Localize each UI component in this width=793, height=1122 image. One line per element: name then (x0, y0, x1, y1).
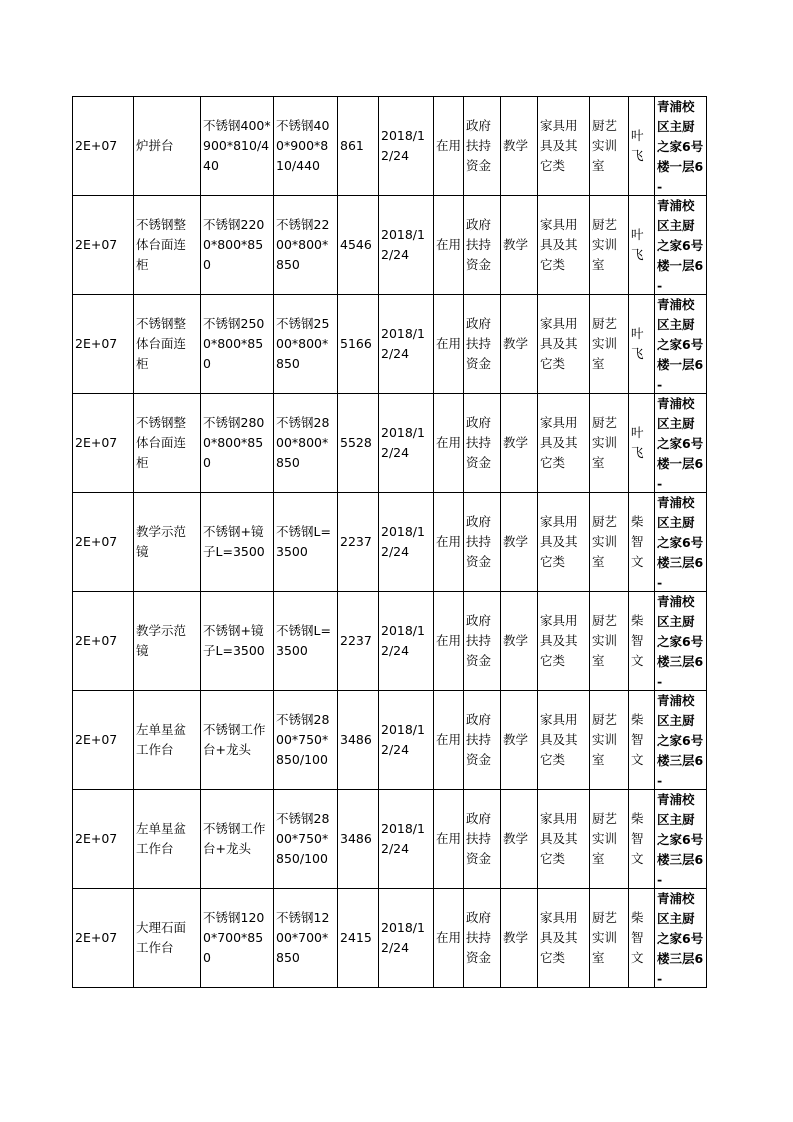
funding-source-cell: 政府扶持资金 (464, 394, 501, 493)
acquired-date-cell: 2018/12/24 (379, 691, 434, 790)
location-text: 青浦校区主厨之家6号楼一层6- (657, 297, 704, 392)
department-cell: 厨艺实训室 (590, 97, 629, 196)
status-cell: 在用 (434, 691, 464, 790)
funding-source-cell: 政府扶持资金 (464, 592, 501, 691)
asset-name-cell: 不锈钢整体台面连柜 (134, 295, 201, 394)
asset-amount-cell: 2415 (338, 889, 379, 988)
asset-spec-cell: 不锈钢2800*800*850 (201, 394, 274, 493)
location-cell (655, 592, 707, 691)
location-text: 青浦校区主厨之家6号楼一层6- (657, 198, 704, 293)
asset-spec-cell: 不锈钢2200*800*850 (201, 196, 274, 295)
custodian-cell: 叶飞 (629, 97, 655, 196)
location-cell (655, 295, 707, 394)
status-cell: 在用 (434, 889, 464, 988)
asset-name-cell: 教学示范镜 (134, 592, 201, 691)
funding-source-cell: 政府扶持资金 (464, 295, 501, 394)
location-cell (655, 394, 707, 493)
usage-cell: 教学 (501, 394, 538, 493)
category-cell: 家具用具及其它类 (538, 889, 590, 988)
asset-code-cell: 2E+07 (73, 97, 134, 196)
asset-name-cell: 左单星盆工作台 (134, 790, 201, 889)
location-text: 青浦校区主厨之家6号楼三层6- (657, 792, 704, 887)
asset-model-cell: 不锈钢L=3500 (274, 493, 338, 592)
asset-spec-cell: 不锈钢工作台+龙头 (201, 790, 274, 889)
acquired-date-cell: 2018/12/24 (379, 592, 434, 691)
usage-cell: 教学 (501, 889, 538, 988)
table-row (73, 295, 707, 394)
asset-name-cell: 教学示范镜 (134, 493, 201, 592)
custodian-cell: 柴智文 (629, 592, 655, 691)
category-cell: 家具用具及其它类 (538, 493, 590, 592)
table-row (73, 889, 707, 988)
custodian-cell: 柴智文 (629, 889, 655, 988)
acquired-date-cell: 2018/12/24 (379, 295, 434, 394)
usage-cell: 教学 (501, 97, 538, 196)
location-text: 青浦校区主厨之家6号楼三层6- (657, 594, 704, 689)
table-row (73, 790, 707, 889)
asset-code-cell: 2E+07 (73, 790, 134, 889)
custodian-cell: 叶飞 (629, 394, 655, 493)
asset-table (72, 96, 707, 988)
category-cell: 家具用具及其它类 (538, 295, 590, 394)
location-cell (655, 196, 707, 295)
department-cell: 厨艺实训室 (590, 394, 629, 493)
usage-cell: 教学 (501, 790, 538, 889)
table-row (73, 592, 707, 691)
usage-cell: 教学 (501, 295, 538, 394)
table-row (73, 691, 707, 790)
category-cell: 家具用具及其它类 (538, 691, 590, 790)
funding-source-cell: 政府扶持资金 (464, 691, 501, 790)
acquired-date-cell: 2018/12/24 (379, 97, 434, 196)
status-cell: 在用 (434, 295, 464, 394)
usage-cell: 教学 (501, 196, 538, 295)
asset-amount-cell: 5166 (338, 295, 379, 394)
department-cell: 厨艺实训室 (590, 889, 629, 988)
department-cell: 厨艺实训室 (590, 592, 629, 691)
status-cell: 在用 (434, 790, 464, 889)
funding-source-cell: 政府扶持资金 (464, 493, 501, 592)
asset-amount-cell: 2237 (338, 592, 379, 691)
department-cell: 厨艺实训室 (590, 790, 629, 889)
status-cell: 在用 (434, 493, 464, 592)
asset-amount-cell: 2237 (338, 493, 379, 592)
department-cell: 厨艺实训室 (590, 295, 629, 394)
table-row (73, 493, 707, 592)
usage-cell: 教学 (501, 691, 538, 790)
funding-source-cell: 政府扶持资金 (464, 889, 501, 988)
location-cell (655, 97, 707, 196)
asset-name-cell: 炉拼台 (134, 97, 201, 196)
asset-name-cell: 左单星盆工作台 (134, 691, 201, 790)
category-cell: 家具用具及其它类 (538, 97, 590, 196)
acquired-date-cell: 2018/12/24 (379, 889, 434, 988)
table-row (73, 97, 707, 196)
asset-spec-cell: 不锈钢400*900*810/440 (201, 97, 274, 196)
location-text: 青浦校区主厨之家6号楼三层6- (657, 891, 704, 986)
asset-spec-cell: 不锈钢1200*700*850 (201, 889, 274, 988)
acquired-date-cell: 2018/12/24 (379, 394, 434, 493)
department-cell: 厨艺实训室 (590, 691, 629, 790)
custodian-cell: 柴智文 (629, 691, 655, 790)
asset-model-cell: 不锈钢2200*800*850 (274, 196, 338, 295)
asset-table-body (73, 97, 707, 988)
asset-code-cell: 2E+07 (73, 196, 134, 295)
acquired-date-cell: 2018/12/24 (379, 790, 434, 889)
asset-code-cell: 2E+07 (73, 295, 134, 394)
custodian-cell: 柴智文 (629, 790, 655, 889)
status-cell: 在用 (434, 196, 464, 295)
asset-spec-cell: 不锈钢+镜子L=3500 (201, 493, 274, 592)
asset-name-cell: 不锈钢整体台面连柜 (134, 394, 201, 493)
asset-model-cell: 不锈钢1200*700*850 (274, 889, 338, 988)
location-text: 青浦校区主厨之家6号楼一层6- (657, 396, 704, 491)
usage-cell: 教学 (501, 592, 538, 691)
asset-model-cell: 不锈钢2800*750*850/100 (274, 691, 338, 790)
location-cell (655, 493, 707, 592)
category-cell: 家具用具及其它类 (538, 394, 590, 493)
asset-amount-cell: 3486 (338, 790, 379, 889)
location-text: 青浦校区主厨之家6号楼三层6- (657, 693, 704, 788)
category-cell: 家具用具及其它类 (538, 196, 590, 295)
asset-spec-cell: 不锈钢工作台+龙头 (201, 691, 274, 790)
asset-model-cell: 不锈钢400*900*810/440 (274, 97, 338, 196)
location-cell (655, 691, 707, 790)
asset-amount-cell: 5528 (338, 394, 379, 493)
asset-amount-cell: 861 (338, 97, 379, 196)
asset-model-cell: 不锈钢2800*750*850/100 (274, 790, 338, 889)
custodian-cell: 叶飞 (629, 196, 655, 295)
custodian-cell: 叶飞 (629, 295, 655, 394)
category-cell: 家具用具及其它类 (538, 790, 590, 889)
asset-code-cell: 2E+07 (73, 394, 134, 493)
asset-model-cell: 不锈钢2800*800*850 (274, 394, 338, 493)
asset-model-cell: 不锈钢2500*800*850 (274, 295, 338, 394)
location-text: 青浦校区主厨之家6号楼一层6- (657, 99, 704, 194)
asset-model-cell: 不锈钢L=3500 (274, 592, 338, 691)
category-cell: 家具用具及其它类 (538, 592, 590, 691)
custodian-cell: 柴智文 (629, 493, 655, 592)
department-cell: 厨艺实训室 (590, 196, 629, 295)
asset-code-cell: 2E+07 (73, 889, 134, 988)
asset-code-cell: 2E+07 (73, 691, 134, 790)
asset-spec-cell: 不锈钢2500*800*850 (201, 295, 274, 394)
status-cell: 在用 (434, 394, 464, 493)
asset-name-cell: 大理石面工作台 (134, 889, 201, 988)
asset-name-cell: 不锈钢整体台面连柜 (134, 196, 201, 295)
asset-amount-cell: 3486 (338, 691, 379, 790)
table-row (73, 196, 707, 295)
location-cell (655, 889, 707, 988)
funding-source-cell: 政府扶持资金 (464, 97, 501, 196)
acquired-date-cell: 2018/12/24 (379, 196, 434, 295)
department-cell: 厨艺实训室 (590, 493, 629, 592)
table-row (73, 394, 707, 493)
location-text: 青浦校区主厨之家6号楼三层6- (657, 495, 704, 590)
asset-code-cell: 2E+07 (73, 493, 134, 592)
usage-cell: 教学 (501, 493, 538, 592)
acquired-date-cell: 2018/12/24 (379, 493, 434, 592)
status-cell: 在用 (434, 97, 464, 196)
funding-source-cell: 政府扶持资金 (464, 196, 501, 295)
asset-code-cell: 2E+07 (73, 592, 134, 691)
asset-amount-cell: 4546 (338, 196, 379, 295)
asset-spec-cell: 不锈钢+镜子L=3500 (201, 592, 274, 691)
funding-source-cell: 政府扶持资金 (464, 790, 501, 889)
status-cell: 在用 (434, 592, 464, 691)
location-cell (655, 790, 707, 889)
